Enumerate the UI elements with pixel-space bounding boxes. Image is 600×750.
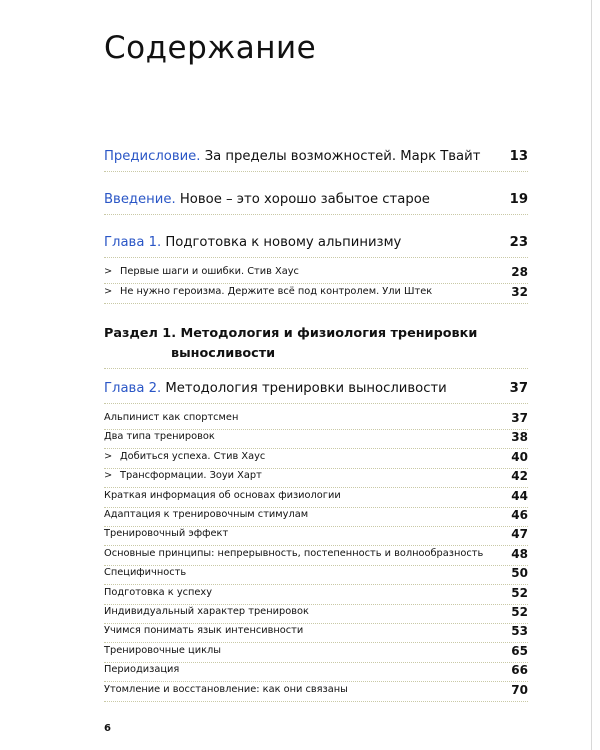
entry-page-number: 13 [509, 149, 528, 164]
dotted-separator [104, 303, 528, 304]
entry-page-number: 37 [511, 411, 528, 425]
entry-page-number: 50 [511, 566, 528, 580]
entry-label: Глава 2. [104, 381, 162, 396]
page-number: 6 [104, 723, 111, 734]
chevron-right-icon: > [104, 470, 113, 481]
dotted-separator [104, 368, 528, 369]
entry-page-number: 48 [511, 547, 528, 561]
entry-page-number: 42 [511, 469, 528, 483]
toc-subentry[interactable] [104, 285, 528, 304]
page-spine-edge [591, 0, 592, 750]
dotted-separator [104, 701, 528, 702]
entry-title: Альпинист как спортсмен [104, 412, 239, 423]
toc-subentry[interactable] [104, 508, 528, 527]
toc-subentry[interactable] [104, 265, 528, 284]
toc-entry-preface[interactable] [104, 148, 528, 172]
entry-label: Глава 1. [104, 235, 162, 250]
entry-title: Тренировочный эффект [104, 528, 229, 539]
toc-subentry[interactable] [104, 663, 528, 682]
toc-subentry[interactable] [104, 547, 528, 566]
toc-section-heading[interactable] [104, 324, 528, 369]
toc-subentry[interactable] [104, 605, 528, 624]
entry-page-number: 70 [511, 683, 528, 697]
entry-page-number: 37 [509, 381, 528, 396]
entry-page-number: 65 [511, 644, 528, 658]
toc-subentry[interactable] [104, 489, 528, 508]
entry-title: Периодизация [104, 664, 180, 675]
toc-subentry[interactable] [104, 624, 528, 643]
entry-title: Новое – это хорошо забытое старое [179, 192, 430, 207]
dotted-separator [104, 257, 528, 258]
entry-page-number: 44 [511, 489, 528, 503]
chevron-right-icon: > [104, 451, 113, 462]
entry-page-number: 52 [511, 586, 528, 600]
dotted-separator [104, 214, 528, 215]
toc-subentry[interactable] [104, 566, 528, 585]
entry-title: Утомление и восстановление: как они связаны [104, 684, 348, 695]
entry-page-number: 47 [511, 527, 528, 541]
chevron-right-icon: > [104, 266, 113, 277]
toc-subentry[interactable] [104, 450, 528, 469]
toc-subentry[interactable] [104, 683, 528, 702]
toc-subentry[interactable] [104, 586, 528, 605]
page-title: Содержание [104, 30, 317, 66]
section-title-line2: выносливости [171, 346, 276, 361]
entry-title: Адаптация к тренировочным стимулам [104, 509, 309, 520]
entry-title: Добиться успеха. Стив Хаус [120, 451, 266, 462]
entry-title: Подготовка к новому альпинизму [165, 235, 402, 250]
entry-title: Не нужно героизма. Держите всё под контролем. Ули Штек [120, 286, 433, 297]
entry-title: За пределы возможностей. Марк Твайт [204, 149, 481, 164]
entry-title: Первые шаги и ошибки. Стив Хаус [120, 266, 299, 277]
toc-subentry[interactable] [104, 411, 528, 430]
toc-subentry[interactable] [104, 644, 528, 663]
toc-subentry[interactable] [104, 527, 528, 546]
entry-title: Индивидуальный характер тренировок [104, 606, 309, 617]
section-title-line1: Раздел 1. Методология и физиология тренировки [104, 326, 478, 341]
chevron-right-icon: > [104, 286, 113, 297]
entry-page-number: 32 [511, 285, 528, 299]
entry-page-number: 53 [511, 624, 528, 638]
entry-page-number: 52 [511, 605, 528, 619]
entry-label: Введение. [104, 192, 176, 207]
entry-title: Два типа тренировок [104, 431, 215, 442]
entry-title: Основные принципы: непрерывность, постепенность и волнообразность [104, 548, 484, 559]
entry-title: Трансформации. Зоуи Харт [120, 470, 262, 481]
entry-page-number: 28 [511, 265, 528, 279]
entry-title: Методология тренировки выносливости [165, 381, 447, 396]
entry-label: Предисловие. [104, 149, 201, 164]
entry-title: Подготовка к успеху [104, 587, 213, 598]
toc-subentry[interactable] [104, 469, 528, 488]
entry-page-number: 38 [511, 430, 528, 444]
entry-page-number: 46 [511, 508, 528, 522]
dotted-separator [104, 171, 528, 172]
entry-page-number: 23 [509, 235, 528, 250]
entry-page-number: 40 [511, 450, 528, 464]
entry-title: Специфичность [104, 567, 187, 578]
entry-page-number: 19 [509, 192, 528, 207]
toc-entry-introduction[interactable] [104, 191, 528, 215]
toc-entry-chapter-2[interactable] [104, 380, 528, 404]
entry-title: Краткая информация об основах физиологии [104, 490, 341, 501]
dotted-separator [104, 403, 528, 404]
entry-title: Тренировочные циклы [104, 645, 222, 656]
toc-entry-chapter-1[interactable] [104, 234, 528, 258]
entry-title: Учимся понимать язык интенсивности [104, 625, 304, 636]
toc-subentry[interactable] [104, 430, 528, 449]
entry-page-number: 66 [511, 663, 528, 677]
